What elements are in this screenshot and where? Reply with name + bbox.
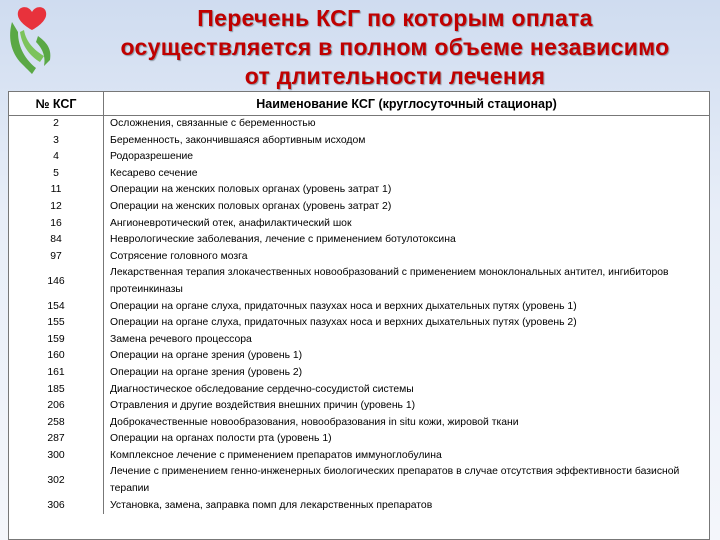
ksg-code-cell: 185	[9, 382, 104, 399]
ksg-code-cell: 206	[9, 398, 104, 415]
ksg-code-cell: 302	[9, 464, 104, 497]
ksg-table	[8, 91, 710, 540]
table-row	[9, 332, 709, 349]
title-line-3: от длительности лечения	[244, 63, 546, 89]
ksg-code-cell: 11	[9, 182, 104, 199]
ksg-name-cell: Лекарственная терапия злокачественных новообразований с применением моноклональных антител, ингибиторов протеинкиназы	[110, 267, 669, 295]
ksg-name-cell: Установка, замена, заправка помп для лекарственных препаратов	[110, 499, 433, 511]
ksg-name-cell: Сотрясение головного мозга	[110, 250, 248, 262]
table-row	[9, 265, 709, 298]
ksg-name-cell: Осложнения, связанные с беременностью	[110, 118, 316, 129]
table-row	[9, 299, 709, 316]
ksg-name-cell: Кесарево сечение	[110, 167, 198, 179]
ksg-name-cell: Операции на женских половых органах (уровень затрат 1)	[110, 184, 392, 196]
table-row	[9, 116, 709, 133]
ksg-code-cell: 300	[9, 448, 104, 465]
ksg-name-cell: Диагностическое обследование сердечно-сосудистой системы	[110, 383, 414, 395]
ksg-code-cell: 5	[9, 166, 104, 183]
table-row	[9, 464, 709, 497]
ksg-name-cell: Операции на органе зрения (уровень 2)	[110, 366, 303, 378]
ksg-code-cell: 306	[9, 498, 104, 515]
header-ksg-number: № КСГ	[9, 92, 104, 116]
table-row	[9, 232, 709, 249]
ksg-code-cell: 12	[9, 199, 104, 216]
table-row	[9, 182, 709, 199]
table-row	[9, 315, 709, 332]
ksg-code-cell: 146	[9, 265, 104, 298]
header-ksg-name: Наименование КСГ (круглосуточный стационар)	[104, 92, 710, 116]
ksg-code-cell: 160	[9, 348, 104, 365]
ksg-code-cell: 161	[9, 365, 104, 382]
table-header-row	[9, 92, 709, 116]
table-row	[9, 166, 709, 183]
ksg-name-cell: Операции на женских половых органах (уровень затрат 2)	[110, 200, 392, 212]
table-row	[9, 398, 709, 415]
ksg-name-cell: Операции на органах полости рта (уровень 1)	[110, 433, 332, 445]
title-line-2: осуществляется в полном объеме независимо	[120, 34, 670, 60]
ksg-name-cell: Ангионевротический отек, анафилактический шок	[110, 217, 352, 229]
ksg-name-cell: Отравления и другие воздействия внешних причин (уровень 1)	[110, 400, 416, 412]
ksg-name-cell: Операции на органе зрения (уровень 1)	[110, 350, 303, 362]
ksg-code-cell: 154	[9, 299, 104, 316]
ksg-name-cell: Комплексное лечение с применением препаратов иммуноглобулина	[110, 449, 442, 461]
table-row	[9, 431, 709, 448]
ksg-name-cell: Родоразрешение	[110, 151, 194, 163]
table-row	[9, 448, 709, 465]
page-title	[80, 4, 710, 91]
table-row	[9, 498, 709, 515]
ksg-code-cell: 287	[9, 431, 104, 448]
ksg-code-cell: 159	[9, 332, 104, 349]
table-row	[9, 365, 709, 382]
ksg-code-cell: 155	[9, 315, 104, 332]
table-row	[9, 382, 709, 399]
table-row	[9, 133, 709, 150]
ksg-code-cell: 97	[9, 249, 104, 266]
table-row	[9, 149, 709, 166]
ksg-name-cell: Доброкачественные новообразования, новообразования in situ кожи, жировой ткани	[110, 416, 519, 428]
ksg-name-cell: Замена речевого процессора	[110, 333, 252, 345]
ksg-code-cell: 258	[9, 415, 104, 432]
table-row	[9, 216, 709, 233]
title-line-1: Перечень КСГ по которым оплата	[197, 5, 593, 31]
ksg-name-cell: Беременность, закончившаяся абортивным исходом	[110, 134, 366, 146]
ksg-name-cell: Неврологические заболевания, лечение с применением ботулотоксина	[110, 234, 456, 246]
ksg-code-cell: 84	[9, 232, 104, 249]
ksg-name-cell: Операции на органе слуха, придаточных пазухах носа и верхних дыхательных путях (уровень 1)	[110, 300, 577, 312]
ksg-code-cell: 3	[9, 133, 104, 150]
ksg-code-cell: 2	[9, 116, 104, 133]
ksg-name-cell: Операции на органе слуха, придаточных пазухах носа и верхних дыхательных путях (уровень 2)	[110, 317, 577, 329]
table-row	[9, 249, 709, 266]
table-row	[9, 199, 709, 216]
ksg-code-cell: 16	[9, 216, 104, 233]
ksg-name-cell: Лечение с применением генно-инженерных биологических препаратов в случае отсутствия эффективности базисной терапии	[110, 466, 680, 495]
table-body	[9, 116, 709, 515]
table-row	[9, 415, 709, 432]
ksg-code-cell: 4	[9, 149, 104, 166]
table-row	[9, 348, 709, 365]
heart-hands-logo	[2, 2, 72, 78]
